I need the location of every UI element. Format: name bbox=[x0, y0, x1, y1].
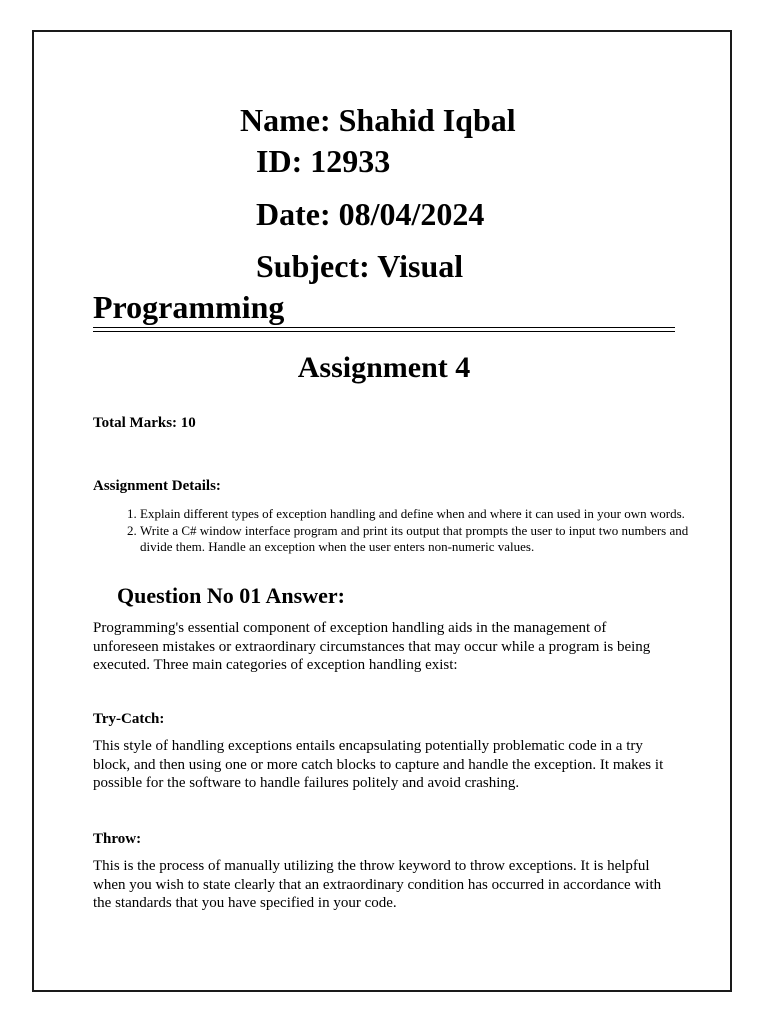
section-heading-try-catch: Try-Catch: bbox=[93, 711, 165, 727]
subject-line-2: Programming bbox=[93, 289, 285, 325]
student-name: Name: Shahid Iqbal bbox=[240, 102, 516, 138]
question-1-heading: Question No 01 Answer: bbox=[117, 583, 345, 608]
section-text-throw: This is the process of manually utilizing the throw keyword to throw exceptions. It is helpful when you wish to state clearly that an extraordinary condition has occurred in accordance with the standards that you have specified in your code. bbox=[93, 858, 662, 911]
details-list bbox=[93, 506, 720, 556]
section-heading-throw: Throw: bbox=[93, 831, 142, 847]
details-item: 1. Explain different types of exception handling and define when and where it can used in your own words. bbox=[140, 506, 720, 522]
total-marks: Total Marks: 10 bbox=[93, 415, 196, 431]
details-heading: Assignment Details: bbox=[93, 478, 221, 494]
subject-line-1: Subject: Visual bbox=[256, 248, 464, 284]
intro-paragraph: Programming's essential component of exception handling aids in the management of unforeseen mistakes or extraordinary circumstances that may occur while a program is being executed. Three main categories of exception handling exist: bbox=[93, 620, 651, 673]
header-divider-top bbox=[93, 327, 675, 328]
student-id: ID: 12933 bbox=[256, 143, 391, 179]
assignment-title: Assignment 4 bbox=[297, 351, 471, 384]
submission-date: Date: 08/04/2024 bbox=[256, 196, 485, 232]
details-item: 2. Write a C# window interface program and print its output that prompts the user to input two numbers and divide them. Handle an exception when the user enters non-numeric values. bbox=[140, 523, 720, 555]
section-text-try-catch: This style of handling exceptions entails encapsulating potentially problematic code in a try block, and then using one or more catch blocks to capture and handle the exception. It makes it possible for the software to handle failures politely and avoid crashing. bbox=[93, 738, 664, 791]
header-divider-bottom bbox=[93, 331, 675, 332]
